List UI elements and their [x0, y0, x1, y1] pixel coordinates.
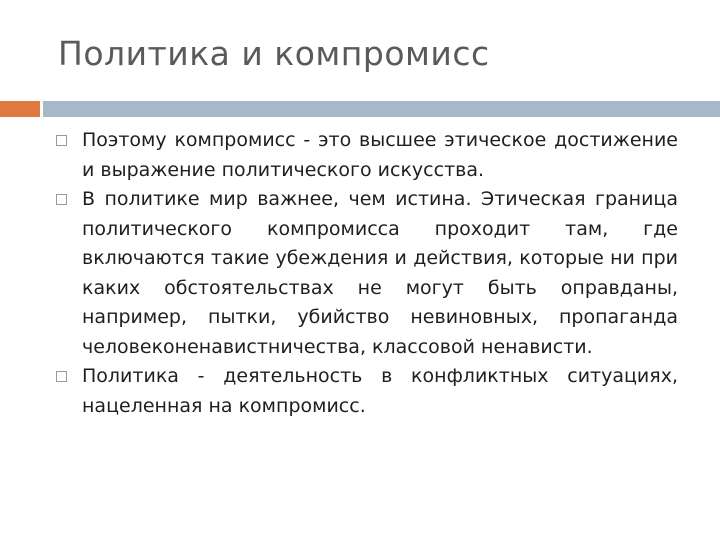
square-bullet-icon	[56, 194, 67, 205]
title-accent-bar	[0, 101, 40, 117]
slide-title: Политика и компромисс	[58, 34, 490, 73]
bullet-text: В политике мир важнее, чем истина. Этическая граница политического компромисса проходит там, где включаются такие убеждения и действия, которые ни при каких обстоятельствах не могут быть оправданы, например, пытки, убийство невиновных, пропаганда человеконенавистничества, классовой ненависти.	[82, 188, 678, 358]
bullet-item	[56, 362, 678, 421]
square-bullet-icon	[56, 135, 67, 146]
square-bullet-icon	[56, 371, 67, 382]
bullet-item	[56, 185, 678, 362]
bullet-text: Политика - деятельность в конфликтных ситуациях, нацеленная на компромисс.	[82, 365, 678, 417]
bullet-item	[56, 126, 678, 185]
bullet-text: Поэтому компромисс - это высшее этическое достижение и выражение политического искусства.	[82, 129, 678, 181]
bullet-list	[56, 126, 678, 421]
title-divider-bar	[43, 101, 720, 117]
